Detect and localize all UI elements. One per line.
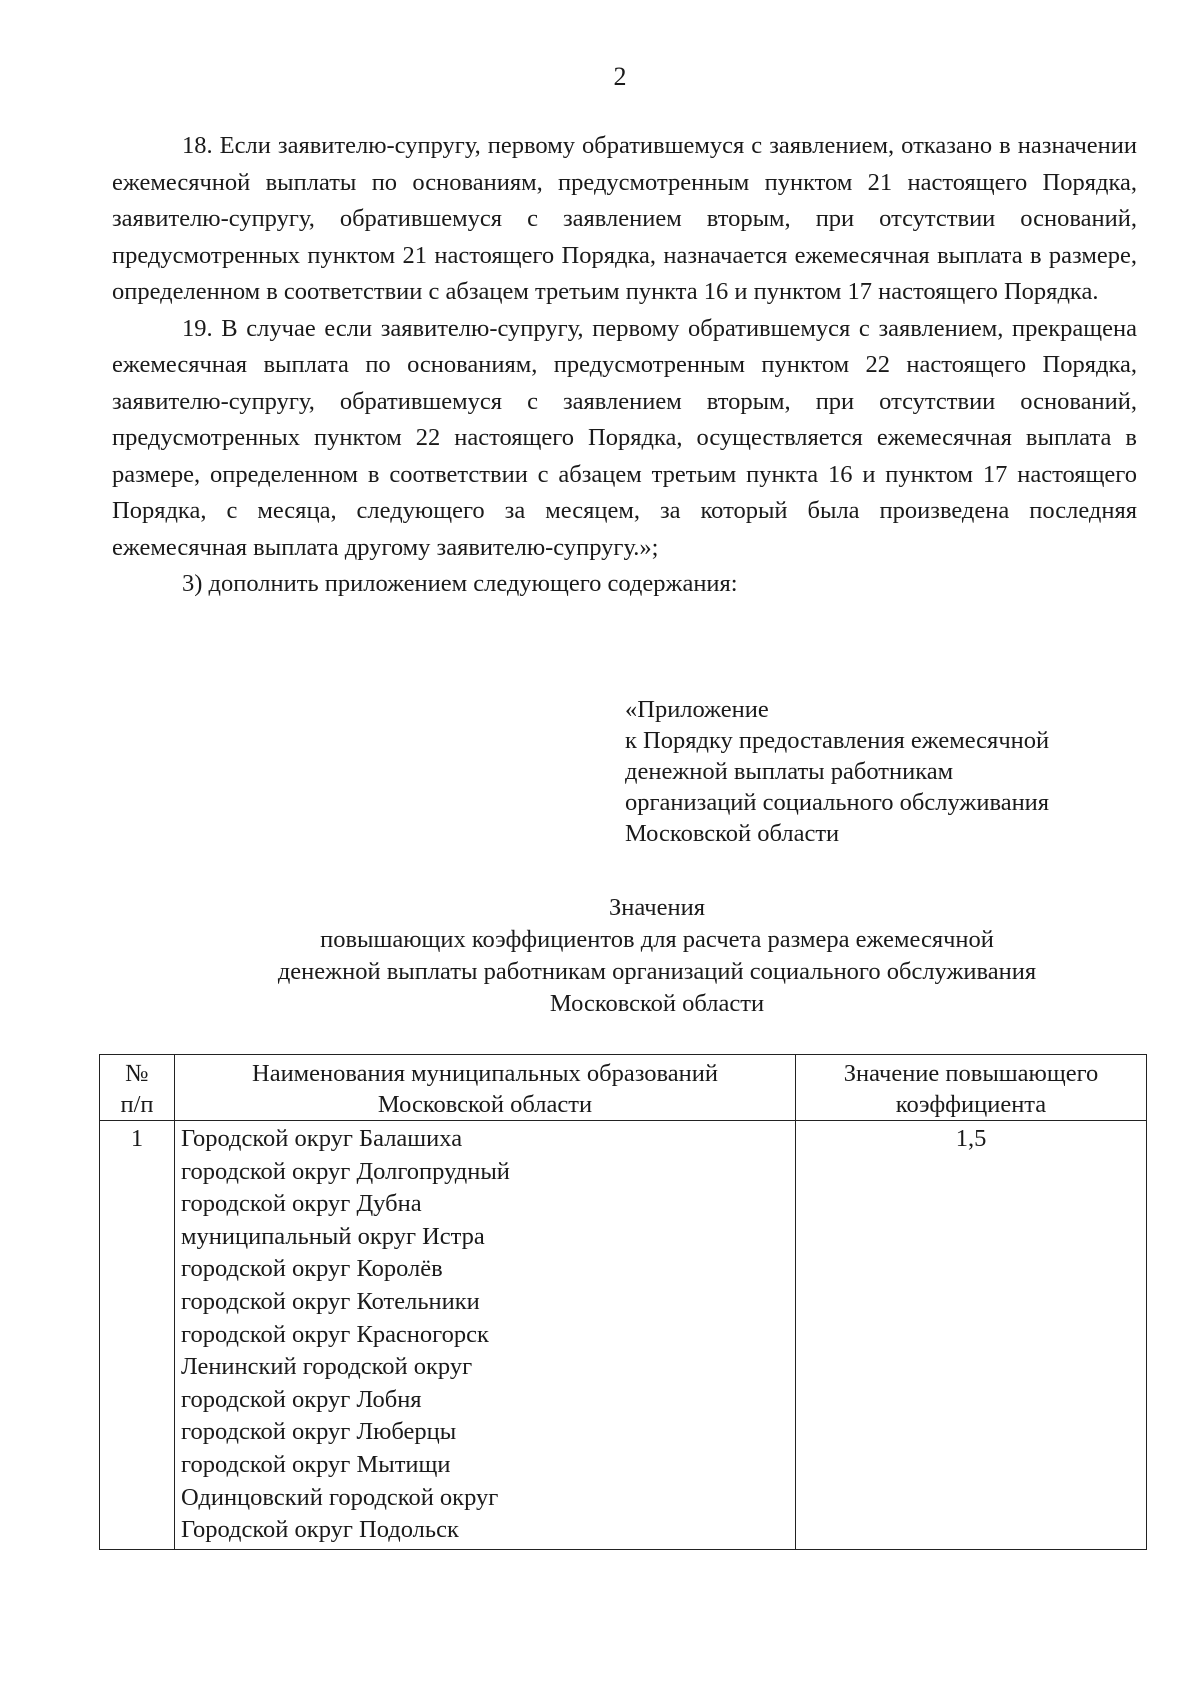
- municipality-item: Одинцовский городской округ: [181, 1483, 499, 1511]
- appendix-line: Московской области: [625, 820, 840, 847]
- paragraph-amendment-3: 3) дополнить приложением следующего содержания:: [182, 570, 738, 597]
- municipality-item: городской округ Королёв: [181, 1255, 443, 1283]
- table-title-line: Значения: [609, 894, 705, 921]
- municipality-item: городской округ Дубна: [181, 1190, 422, 1218]
- header-municipality: Наименования муниципальных образований Московской области: [175, 1055, 796, 1121]
- municipality-item: Городской округ Балашиха: [181, 1125, 463, 1152]
- appendix-header: [625, 694, 1049, 849]
- page-number: 2: [613, 62, 627, 91]
- appendix-line: денежной выплаты работникам: [625, 758, 954, 785]
- appendix-line: к Порядку предоставления ежемесячной: [625, 727, 1050, 754]
- municipality-list: [175, 1121, 796, 1550]
- table-header-row: [100, 1055, 1147, 1121]
- table-title-line: повышающих коэффициентов для расчета размера ежемесячной: [320, 926, 994, 953]
- coefficient-value: 1,5: [796, 1121, 1147, 1550]
- municipality-item: городской округ Долгопрудный: [181, 1157, 510, 1185]
- table-title-line: денежной выплаты работникам организаций социального обслуживания: [277, 958, 1037, 985]
- municipality-item: городской округ Люберцы: [181, 1418, 457, 1446]
- paragraph-18: 18. Если заявителю-супругу, первому обратившемуся с заявлением, отказано в назначении ежемесячной выплаты по основаниям, предусмотренным пунктом 21 настоящего Порядка, заявителю-супругу, обратившемуся с заявлением вторым, при отсутствии оснований, предусмотренных пунктом 21 настоящего Порядка, назначается ежемесячная выплата в размере, определенном в соответствии с абзацем третьим пункта 16 и пунктом 17 настоящего Порядка.: [112, 132, 1137, 305]
- header-number: № п/п: [100, 1055, 175, 1121]
- table-row: [100, 1121, 1147, 1550]
- municipality-item: городской округ Котельники: [181, 1287, 480, 1315]
- municipality-item: Ленинский городской округ: [181, 1353, 473, 1381]
- appendix-line: «Приложение: [625, 696, 769, 723]
- header-coefficient: Значение повышающего коэффициента: [796, 1055, 1147, 1121]
- municipality-item: городской округ Красногорск: [181, 1320, 489, 1348]
- municipality-item: муниципальный округ Истра: [181, 1222, 485, 1250]
- row-number: 1: [100, 1121, 175, 1550]
- municipality-item: Городской округ Подольск: [181, 1516, 459, 1544]
- coefficients-table: [99, 1054, 1147, 1550]
- table-title: [112, 892, 1200, 1020]
- paragraph-19: 19. В случае если заявителю-супругу, первому обратившемуся с заявлением, прекращена ежемесячная выплата по основаниям, предусмотренным пунктом 22 настоящего Порядка, заявителю-супругу, обратившемуся с заявлением вторым, при отсутствии оснований, предусмотренных пунктом 22 настоящего Порядка, осуществляется ежемесячная выплата в размере, определенном в соответствии с абзацем третьим пункта 16 и пунктом 17 настоящего Порядка, с месяца, следующего за месяцем, за который была произведена последняя ежемесячная выплата другому заявителю-супругу.»;: [112, 314, 1137, 561]
- municipality-item: городской округ Лобня: [181, 1385, 422, 1413]
- table-title-line: Московской области: [549, 990, 765, 1017]
- document-body: [112, 128, 1137, 603]
- municipality-item: городской округ Мытищи: [181, 1450, 451, 1478]
- appendix-line: организаций социального обслуживания: [625, 789, 1050, 816]
